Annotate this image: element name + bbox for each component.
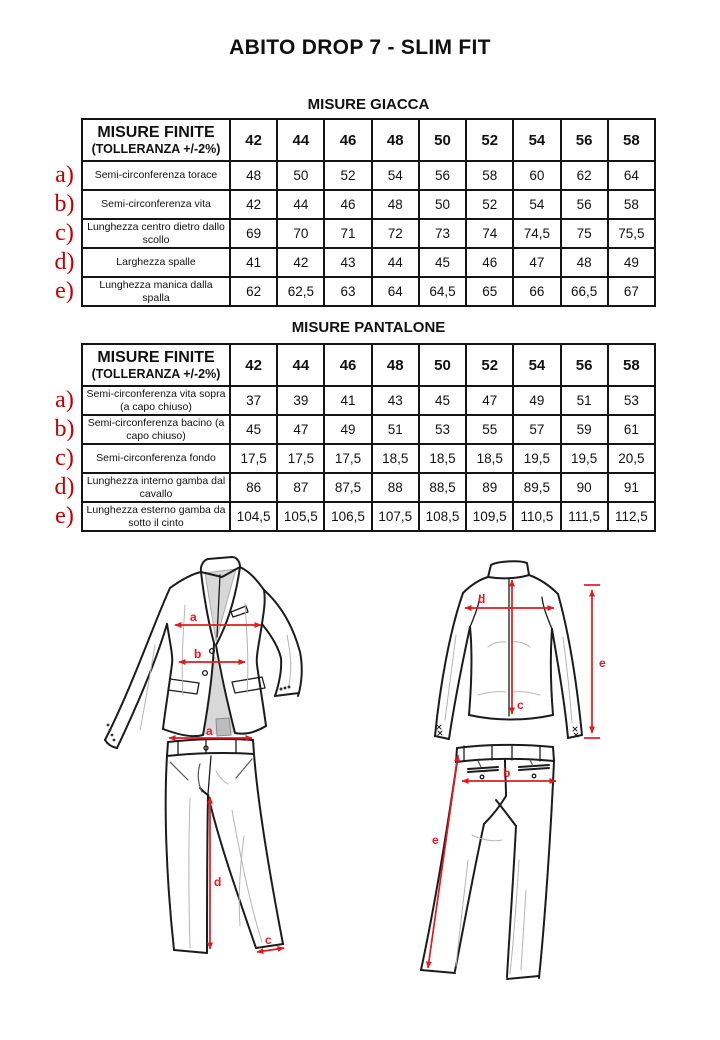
measure-value-cell: 37 bbox=[230, 386, 277, 415]
measure-row bbox=[82, 277, 655, 306]
measure-value-cell: 43 bbox=[324, 248, 371, 277]
measure-value-cell: 19,5 bbox=[513, 444, 560, 473]
measure-value-cell: 62,5 bbox=[277, 277, 324, 306]
size-column-header: 50 bbox=[419, 119, 466, 161]
measure-letter-c: c bbox=[265, 933, 272, 947]
size-column-header: 56 bbox=[561, 344, 608, 386]
measure-value-cell: 18,5 bbox=[466, 444, 513, 473]
measure-value-cell: 88 bbox=[372, 473, 419, 502]
measure-value-cell: 69 bbox=[230, 219, 277, 248]
trousers-size-table bbox=[81, 343, 656, 532]
measure-value-cell: 64,5 bbox=[419, 277, 466, 306]
finished-measures-header: MISURE FINITE (TOLLERANZA +/-2%) bbox=[82, 344, 230, 386]
measure-value-cell: 73 bbox=[419, 219, 466, 248]
measure-value-cell: 63 bbox=[324, 277, 371, 306]
measure-value-cell: 86 bbox=[230, 473, 277, 502]
measure-value-cell: 64 bbox=[608, 161, 655, 190]
measure-value-cell: 74,5 bbox=[513, 219, 560, 248]
measure-letter-d: d bbox=[478, 592, 486, 606]
measure-value-cell: 48 bbox=[561, 248, 608, 277]
measure-value-cell: 48 bbox=[372, 190, 419, 219]
trousers-front-sketch bbox=[148, 726, 348, 971]
size-column-header: 44 bbox=[277, 119, 324, 161]
measure-value-cell: 61 bbox=[608, 415, 655, 444]
size-column-header: 58 bbox=[608, 119, 655, 161]
measure-label-cell: Lunghezza manica dalla spalla bbox=[82, 277, 230, 306]
measure-value-cell: 42 bbox=[230, 190, 277, 219]
measure-value-cell: 54 bbox=[513, 190, 560, 219]
measure-letter-c: c bbox=[517, 698, 524, 712]
measure-value-cell: 72 bbox=[372, 219, 419, 248]
measure-label-cell: Lunghezza interno gamba dal cavallo bbox=[82, 473, 230, 502]
measure-letter-b: b bbox=[503, 766, 511, 780]
measure-value-cell: 52 bbox=[466, 190, 513, 219]
row-letter: b) bbox=[54, 416, 75, 442]
table-header-row bbox=[82, 119, 655, 161]
measure-value-cell: 42 bbox=[277, 248, 324, 277]
measure-value-cell: 49 bbox=[608, 248, 655, 277]
measure-letter-a: a bbox=[206, 726, 213, 738]
jacket-size-table bbox=[81, 118, 656, 307]
measure-value-cell: 71 bbox=[324, 219, 371, 248]
measure-value-cell: 55 bbox=[466, 415, 513, 444]
trousers-table-block bbox=[48, 343, 656, 532]
row-letter: b) bbox=[54, 191, 75, 217]
measure-value-cell: 58 bbox=[466, 161, 513, 190]
measure-value-cell: 87,5 bbox=[324, 473, 371, 502]
trousers-back-sketch bbox=[406, 740, 646, 995]
trousers-row-letters bbox=[48, 343, 81, 532]
row-letter: c) bbox=[55, 220, 74, 246]
measure-value-cell: 53 bbox=[608, 386, 655, 415]
measure-value-cell: 106,5 bbox=[324, 502, 371, 531]
measure-value-cell: 41 bbox=[230, 248, 277, 277]
measure-letter-d: d bbox=[214, 875, 222, 889]
measure-value-cell: 107,5 bbox=[372, 502, 419, 531]
measure-line-e bbox=[428, 755, 458, 968]
size-column-header: 48 bbox=[372, 344, 419, 386]
measure-value-cell: 44 bbox=[277, 190, 324, 219]
size-column-header: 58 bbox=[608, 344, 655, 386]
measure-value-cell: 47 bbox=[277, 415, 324, 444]
measure-row bbox=[82, 248, 655, 277]
jacket-back-sketch bbox=[408, 545, 658, 765]
jacket-table-title: MISURE GIACCA bbox=[307, 96, 430, 113]
size-column-header: 54 bbox=[513, 344, 560, 386]
measure-label-cell: Semi-circonferenza fondo bbox=[82, 444, 230, 473]
measure-line-c bbox=[257, 948, 284, 952]
measure-value-cell: 89 bbox=[466, 473, 513, 502]
measure-value-cell: 48 bbox=[230, 161, 277, 190]
measure-letter-e: e bbox=[432, 833, 439, 847]
measure-value-cell: 60 bbox=[513, 161, 560, 190]
measure-value-cell: 17,5 bbox=[230, 444, 277, 473]
measure-value-cell: 91 bbox=[608, 473, 655, 502]
size-column-header: 44 bbox=[277, 344, 324, 386]
measure-value-cell: 49 bbox=[324, 415, 371, 444]
row-letter: d) bbox=[54, 474, 75, 500]
measure-row bbox=[82, 473, 655, 502]
size-column-header: 42 bbox=[230, 344, 277, 386]
measure-value-cell: 46 bbox=[324, 190, 371, 219]
measure-label-cell: Semi-circonferenza vita bbox=[82, 190, 230, 219]
trousers-table-title: MISURE PANTALONE bbox=[291, 319, 446, 336]
measure-value-cell: 66,5 bbox=[561, 277, 608, 306]
measure-value-cell: 45 bbox=[419, 248, 466, 277]
size-column-header: 52 bbox=[466, 344, 513, 386]
measure-value-cell: 64 bbox=[372, 277, 419, 306]
jacket-row-letters bbox=[48, 118, 81, 307]
measure-value-cell: 67 bbox=[608, 277, 655, 306]
size-column-header: 42 bbox=[230, 119, 277, 161]
measure-value-cell: 62 bbox=[230, 277, 277, 306]
jacket-table-block bbox=[48, 118, 656, 307]
size-column-header: 56 bbox=[561, 119, 608, 161]
measure-value-cell: 70 bbox=[277, 219, 324, 248]
measure-value-cell: 54 bbox=[372, 161, 419, 190]
measure-value-cell: 51 bbox=[372, 415, 419, 444]
measure-value-cell: 17,5 bbox=[277, 444, 324, 473]
size-column-header: 54 bbox=[513, 119, 560, 161]
row-letter: c) bbox=[55, 445, 74, 471]
measure-value-cell: 18,5 bbox=[419, 444, 466, 473]
measure-value-cell: 47 bbox=[513, 248, 560, 277]
measure-value-cell: 90 bbox=[561, 473, 608, 502]
measure-value-cell: 104,5 bbox=[230, 502, 277, 531]
measure-value-cell: 108,5 bbox=[419, 502, 466, 531]
measure-label-cell: Semi-circonferenza vita sopra (a capo chiuso) bbox=[82, 386, 230, 415]
finished-measures-header: MISURE FINITE (TOLLERANZA +/-2%) bbox=[82, 119, 230, 161]
measure-label-cell: Semi-circonferenza torace bbox=[82, 161, 230, 190]
size-column-header: 46 bbox=[324, 119, 371, 161]
row-letter: a) bbox=[55, 387, 74, 413]
measure-label-cell: Semi-circonferenza bacino (a capo chiuso) bbox=[82, 415, 230, 444]
measure-value-cell: 52 bbox=[324, 161, 371, 190]
measure-value-cell: 18,5 bbox=[372, 444, 419, 473]
size-column-header: 50 bbox=[419, 344, 466, 386]
measure-value-cell: 75,5 bbox=[608, 219, 655, 248]
measure-value-cell: 49 bbox=[513, 386, 560, 415]
size-column-header: 48 bbox=[372, 119, 419, 161]
table-header-row bbox=[82, 344, 655, 386]
measure-value-cell: 56 bbox=[419, 161, 466, 190]
row-letter: e) bbox=[55, 503, 74, 529]
measure-value-cell: 17,5 bbox=[324, 444, 371, 473]
measure-value-cell: 110,5 bbox=[513, 502, 560, 531]
measure-value-cell: 109,5 bbox=[466, 502, 513, 531]
measure-letter-b: b bbox=[194, 647, 202, 661]
measure-value-cell: 105,5 bbox=[277, 502, 324, 531]
size-column-header: 46 bbox=[324, 344, 371, 386]
measure-label-cell: Larghezza spalle bbox=[82, 248, 230, 277]
measure-value-cell: 89,5 bbox=[513, 473, 560, 502]
measure-row bbox=[82, 190, 655, 219]
measure-row bbox=[82, 502, 655, 531]
measure-row bbox=[82, 415, 655, 444]
measure-value-cell: 75 bbox=[561, 219, 608, 248]
measure-row bbox=[82, 219, 655, 248]
measure-row bbox=[82, 386, 655, 415]
measure-value-cell: 57 bbox=[513, 415, 560, 444]
measure-value-cell: 74 bbox=[466, 219, 513, 248]
measure-value-cell: 59 bbox=[561, 415, 608, 444]
measure-value-cell: 46 bbox=[466, 248, 513, 277]
measure-value-cell: 51 bbox=[561, 386, 608, 415]
row-letter: e) bbox=[55, 278, 74, 304]
measure-value-cell: 62 bbox=[561, 161, 608, 190]
measure-value-cell: 50 bbox=[419, 190, 466, 219]
row-letter: a) bbox=[55, 162, 74, 188]
measure-letter-a: a bbox=[190, 610, 197, 624]
measure-value-cell: 111,5 bbox=[561, 502, 608, 531]
measure-value-cell: 66 bbox=[513, 277, 560, 306]
measure-value-cell: 39 bbox=[277, 386, 324, 415]
measure-letter-e: e bbox=[599, 656, 606, 670]
measure-value-cell: 45 bbox=[419, 386, 466, 415]
measure-value-cell: 87 bbox=[277, 473, 324, 502]
measure-value-cell: 45 bbox=[230, 415, 277, 444]
size-column-header: 52 bbox=[466, 119, 513, 161]
measure-value-cell: 44 bbox=[372, 248, 419, 277]
measure-value-cell: 43 bbox=[372, 386, 419, 415]
measure-label-cell: Lunghezza esterno gamba da sotto il cinto bbox=[82, 502, 230, 531]
measure-value-cell: 20,5 bbox=[608, 444, 655, 473]
row-letter: d) bbox=[54, 249, 75, 275]
measure-row bbox=[82, 161, 655, 190]
measure-value-cell: 19,5 bbox=[561, 444, 608, 473]
page-title: ABITO DROP 7 - SLIM FIT bbox=[229, 36, 491, 59]
measure-value-cell: 88,5 bbox=[419, 473, 466, 502]
measure-value-cell: 56 bbox=[561, 190, 608, 219]
measure-row bbox=[82, 444, 655, 473]
measure-value-cell: 50 bbox=[277, 161, 324, 190]
measure-value-cell: 112,5 bbox=[608, 502, 655, 531]
measure-value-cell: 53 bbox=[419, 415, 466, 444]
measure-value-cell: 65 bbox=[466, 277, 513, 306]
measure-value-cell: 58 bbox=[608, 190, 655, 219]
measure-value-cell: 47 bbox=[466, 386, 513, 415]
measure-label-cell: Lunghezza centro dietro dallo scollo bbox=[82, 219, 230, 248]
measure-value-cell: 41 bbox=[324, 386, 371, 415]
